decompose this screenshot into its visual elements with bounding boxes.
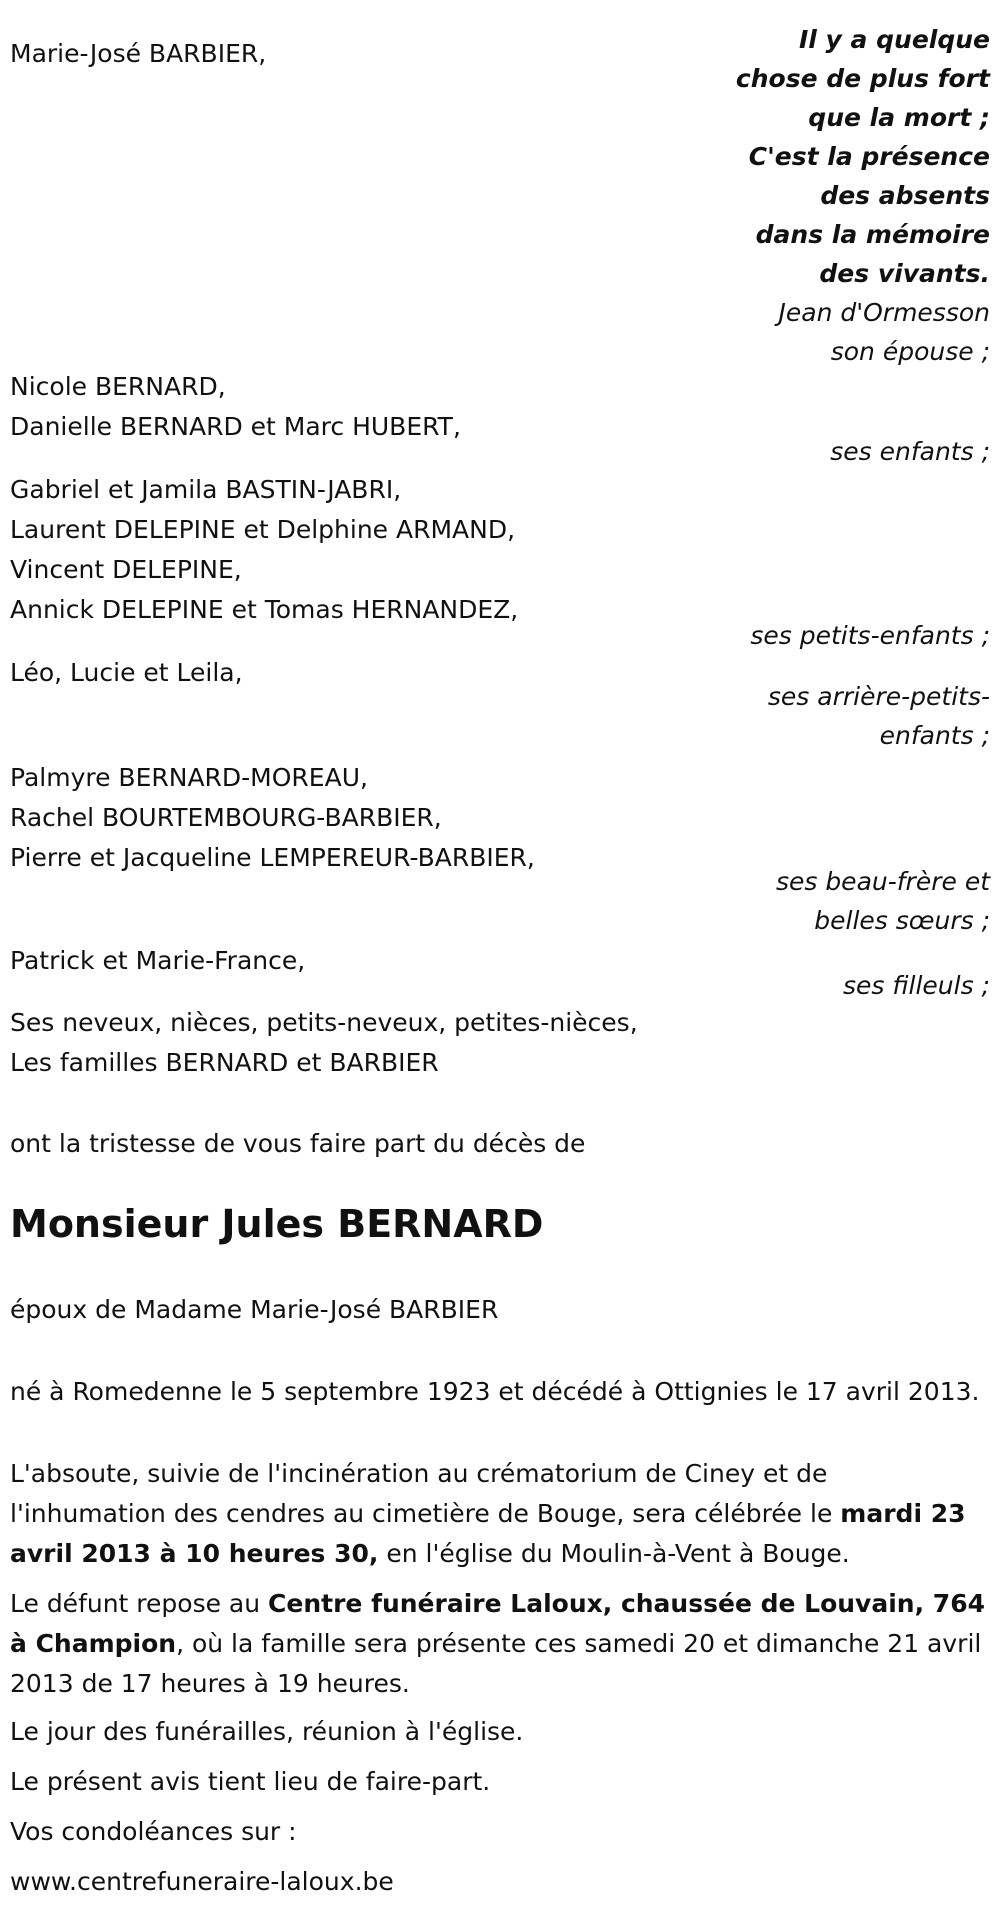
in-law-name: Palmyre BERNARD-MOREAU,	[10, 763, 368, 792]
quote-line: des vivants.	[819, 259, 990, 288]
spouse-relation: son épouse ;	[830, 337, 990, 366]
relation-line: ses beau-frère et	[775, 867, 990, 896]
extended-family-line: Les familles BERNARD et BARBIER	[10, 1048, 439, 1077]
quote-block	[736, 20, 990, 371]
grandchild-name: Annick DELEPINE et Tomas HERNANDEZ,	[10, 595, 519, 624]
viewing-text: Le défunt repose au	[10, 1589, 269, 1618]
godchildren-relation: ses filleuls ;	[843, 971, 990, 1000]
quote-line: des absents	[820, 181, 990, 210]
quote-line: que la mort ;	[808, 103, 990, 132]
ceremony-location: en l'église du Moulin-à-Vent à Bouge.	[378, 1539, 850, 1568]
in-law-name: Pierre et Jacqueline LEMPEREUR-BARBIER,	[10, 843, 535, 872]
grandchild-name: Laurent DELEPINE et Delphine ARMAND,	[10, 515, 516, 544]
deceased-name: Monsieur Jules BERNARD	[10, 1202, 544, 1246]
great-grandchildren-relation	[768, 677, 990, 755]
child-name: Danielle BERNARD et Marc HUBERT,	[10, 412, 461, 441]
birth-death-text: né à Romedenne le 5 septembre 1923 et décédé à Ottignies le 17 avril 2013.	[10, 1377, 980, 1406]
quote-author: Jean d'Ormesson	[778, 298, 990, 327]
viewing-paragraph	[10, 1584, 985, 1704]
website-link[interactable]: www.centrefuneraire-laloux.be	[10, 1867, 394, 1896]
godchild-name: Patrick et Marie-France,	[10, 946, 306, 975]
viewing-location: Centre funéraire Laloux, chaussée de Louvain, 764 à Champion	[10, 1589, 985, 1658]
quote-line: chose de plus fort	[735, 64, 990, 93]
children-relation: ses enfants ;	[830, 437, 990, 466]
grandchild-name: Vincent DELEPINE,	[10, 555, 242, 584]
spouse-name: Marie-José BARBIER,	[10, 39, 267, 68]
spouse-of-text: époux de Madame Marie-José BARBIER	[10, 1295, 499, 1324]
announcement-text: ont la tristesse de vous faire part du décès de	[10, 1129, 586, 1158]
ceremony-date: mardi 23 avril 2013 à 10 heures 30,	[10, 1499, 966, 1568]
relation-line: enfants ;	[879, 721, 990, 750]
ceremony-text: L'absoute, suivie de l'incinération au crématorium de Ciney et de l'inhumation des cendres au cimetière de Bouge, sera célébrée le	[10, 1459, 841, 1528]
grandchildren-relation: ses petits-enfants ;	[750, 621, 990, 650]
great-grandchild-name: Léo, Lucie et Leila,	[10, 658, 243, 687]
ceremony-paragraph	[10, 1454, 985, 1574]
relation-line: ses arrière-petits-	[767, 682, 990, 711]
extended-family-line: Ses neveux, nièces, petits-neveux, petites-nièces,	[10, 1008, 638, 1037]
relation-line: belles sœurs ;	[814, 906, 990, 935]
quote-line: C'est la présence	[748, 142, 990, 171]
condolences-label: Vos condoléances sur :	[10, 1817, 297, 1846]
in-laws-relation	[776, 862, 990, 940]
funeral-meeting-text: Le jour des funérailles, réunion à l'église.	[10, 1717, 524, 1746]
notice-text: Le présent avis tient lieu de faire-part.	[10, 1767, 491, 1796]
quote-line: dans la mémoire	[755, 220, 990, 249]
child-name: Nicole BERNARD,	[10, 372, 226, 401]
quote-line: Il y a quelque	[798, 25, 990, 54]
in-law-name: Rachel BOURTEMBOURG-BARBIER,	[10, 803, 442, 832]
viewing-times: , où la famille sera présente ces samedi 20 et dimanche 21 avril 2013 de 17 heures à 19 heures.	[10, 1629, 982, 1698]
grandchild-name: Gabriel et Jamila BASTIN-JABRI,	[10, 475, 402, 504]
